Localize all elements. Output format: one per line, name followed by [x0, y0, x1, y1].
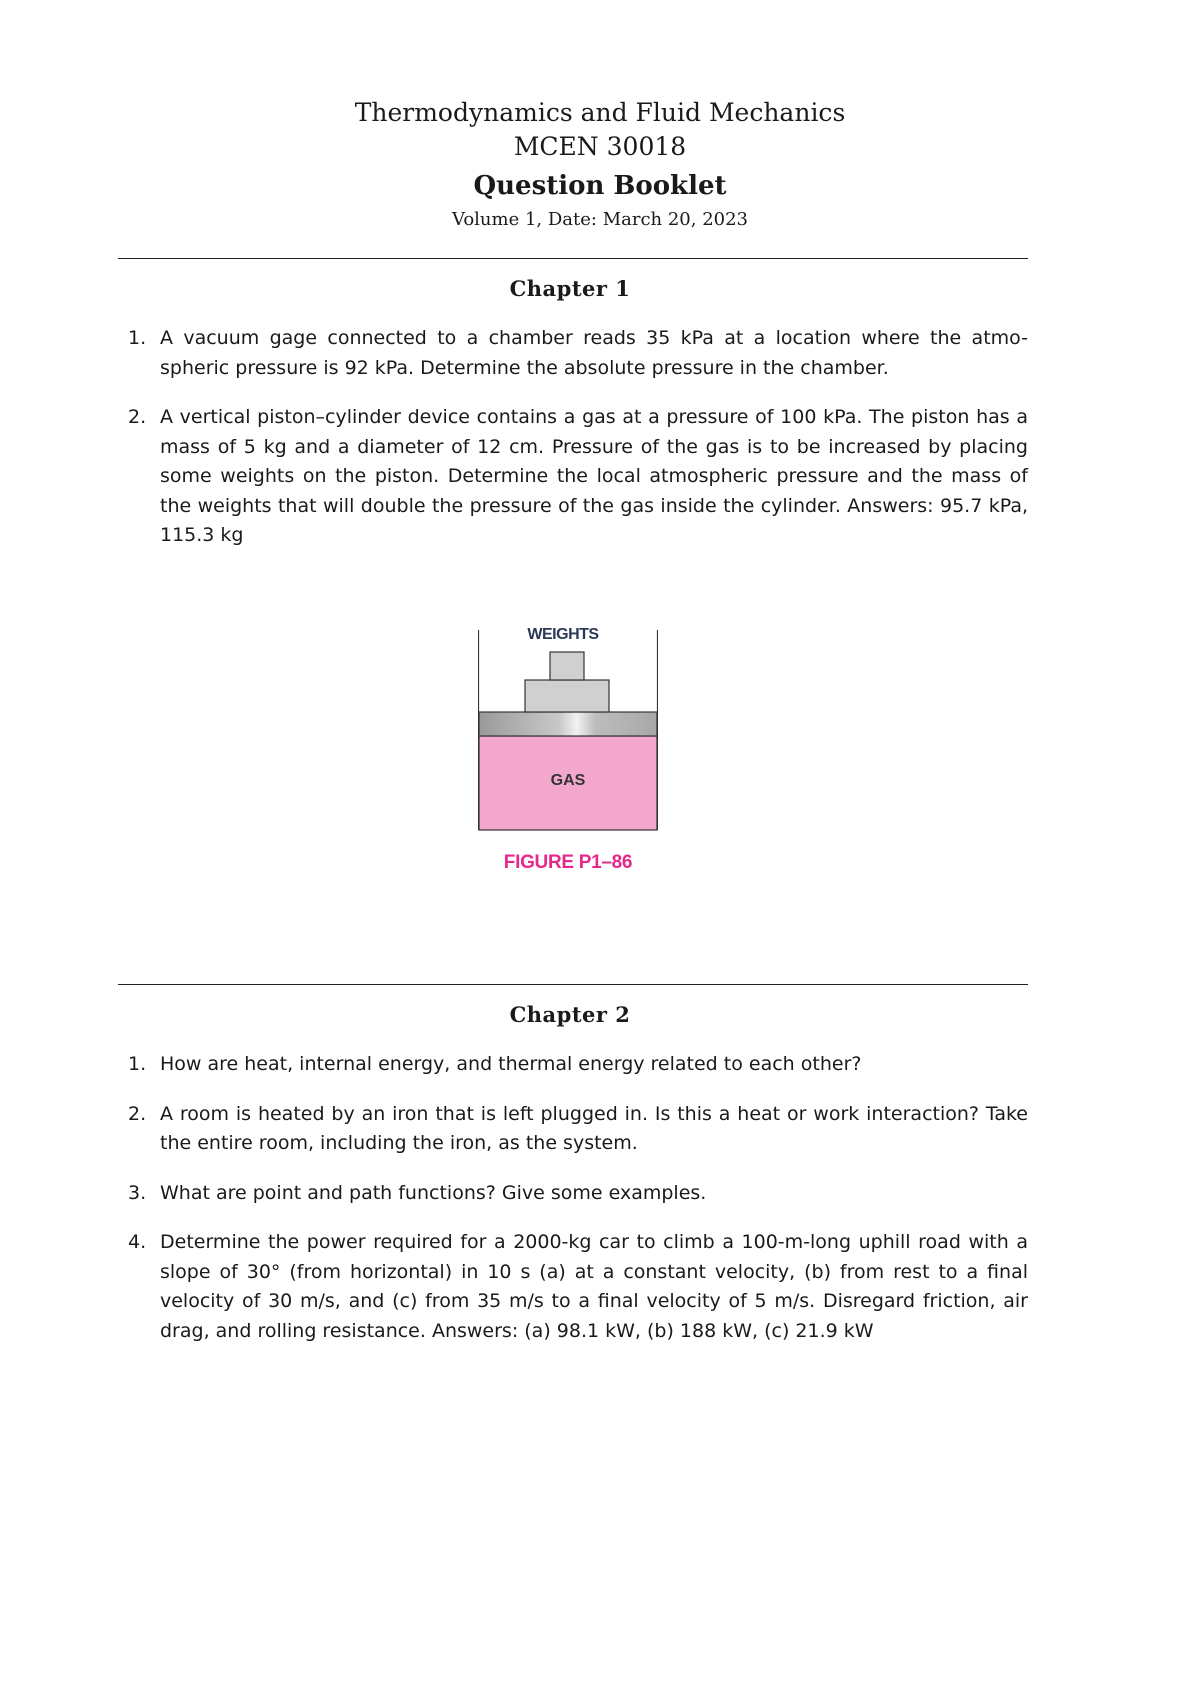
question-text: How are heat, internal energy, and thermal energy related to each other? [160, 1053, 862, 1075]
question-number: 1. [128, 1053, 147, 1075]
piston-cylinder-diagram [478, 622, 658, 832]
piston-cylinder-figure [478, 622, 658, 882]
course-title: Thermodynamics and Fluid Mechanics [354, 98, 846, 127]
booklet-subtitle: Volume 1, Date: March 20, 2023 [451, 209, 749, 230]
question-text: A vertical piston–cylinder device contains a gas at a pressure of 100 kPa. The piston has a mass of 5 kg and a diameter of 12 cm. Pressure of the gas is to be increased by placing some weights on the piston. Determine the local atmospheric pressure and the mass of the weights that will double the pressure of the gas inside the cylinder. Answers: 95.7 kPa, 115.3 kg [160, 406, 1028, 546]
question-item [118, 403, 1028, 551]
question-item [118, 1050, 1028, 1080]
question-number: 1. [128, 327, 147, 349]
question-number: 4. [128, 1231, 147, 1253]
weights-label: WEIGHTS [527, 626, 599, 643]
course-code: MCEN 30018 [513, 132, 687, 161]
booklet-title: Question Booklet [473, 171, 727, 201]
question-text: Determine the power required for a 2000-kg car to climb a 100-m-long uphill road with a slope of 30° (from horizontal) in 10 s (a) at a constant velocity, (b) from rest to a final velocity of 30 m/s, and (c) from 35 m/s to a final velocity of 5 m/s. Disregard friction, air drag, and rolling resistance. Answers: (a) 98.1 kW, (b) 188 kW, (c) 21.9 kW [160, 1231, 1028, 1342]
weight-large [525, 680, 609, 712]
section-divider [118, 984, 1028, 985]
document-header [0, 96, 1200, 234]
question-item [118, 324, 1028, 383]
weight-small [550, 652, 584, 680]
question-number: 2. [128, 1102, 147, 1125]
question-text: A vacuum gage connected to a chamber reads 35 kPa at a location where the atmo-spheric pressure is 92 kPa. Determine the absolute pressure in the chamber. [160, 327, 1028, 379]
figure-caption: FIGURE P1–86 [503, 852, 633, 873]
question-text: A room is heated by an iron that is left plugged in. Is this a heat or work interaction? Take the entire room, including the iron, as the system. [160, 1102, 1028, 1154]
piston [479, 712, 657, 736]
chapter-1-question-list [118, 324, 1028, 571]
question-item [118, 1100, 1028, 1159]
question-number: 2. [128, 406, 147, 428]
question-item [118, 1228, 1028, 1346]
chapter-1-title: Chapter 1 [509, 276, 631, 301]
gas-label: GAS [550, 772, 586, 789]
question-item [118, 1179, 1028, 1209]
chapter-2-question-list [118, 1050, 1028, 1366]
chapter-2-title: Chapter 2 [509, 1002, 631, 1027]
question-text: What are point and path functions? Give some examples. [160, 1181, 707, 1204]
section-divider [118, 258, 1028, 259]
question-number: 3. [128, 1181, 147, 1204]
